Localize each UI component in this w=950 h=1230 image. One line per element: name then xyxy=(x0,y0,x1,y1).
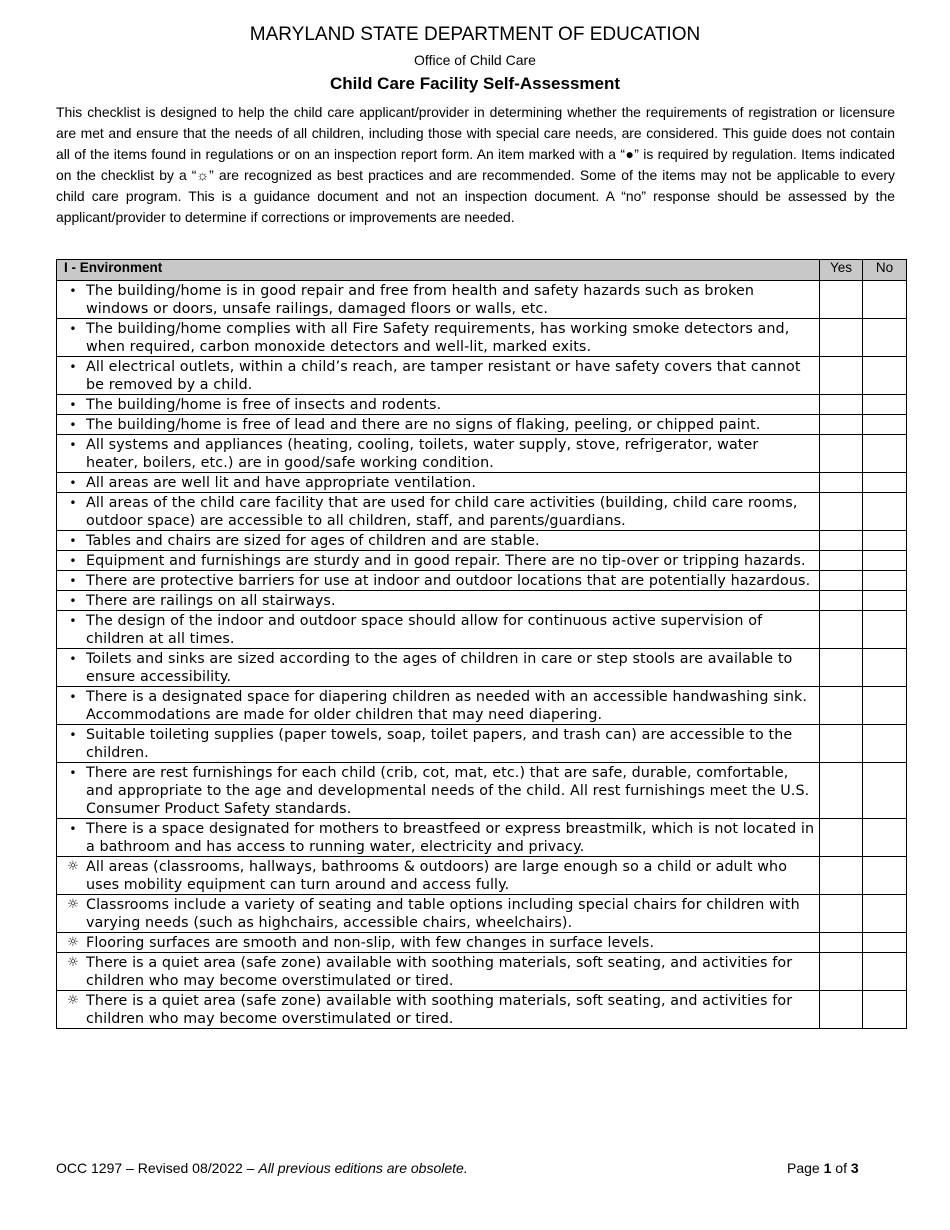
checklist-item xyxy=(57,991,820,1029)
no-checkbox-cell[interactable] xyxy=(863,493,907,531)
checklist-item-text: There is a designated space for diapering children as needed with an accessible handwashing sink. Accommodations are made for older children that may need diapering. xyxy=(86,689,808,723)
required-bullet-icon: • xyxy=(69,690,77,704)
checklist-row xyxy=(57,591,907,611)
checklist-item xyxy=(57,591,820,611)
checklist-item xyxy=(57,319,820,357)
checklist-row xyxy=(57,435,907,473)
no-checkbox-cell[interactable] xyxy=(863,415,907,435)
checklist-item-text: The building/home is free of lead and there are no signs of flaking, peeling, or chipped paint. xyxy=(86,417,761,433)
no-checkbox-cell[interactable] xyxy=(863,991,907,1029)
required-bullet-icon: • xyxy=(69,534,77,548)
required-bullet-icon: • xyxy=(69,614,77,628)
no-checkbox-cell[interactable] xyxy=(863,473,907,493)
page-of: of xyxy=(831,1160,851,1176)
checklist-item-text: There is a quiet area (safe zone) available with soothing materials, soft seating, and activities for children who may become overstimulated or tired. xyxy=(86,993,793,1027)
no-checkbox-cell[interactable] xyxy=(863,281,907,319)
checklist-row xyxy=(57,531,907,551)
yes-checkbox-cell[interactable] xyxy=(820,991,863,1029)
best-practice-icon: ☼ xyxy=(67,897,79,912)
checklist-row xyxy=(57,611,907,649)
required-bullet-icon: • xyxy=(69,554,77,568)
yes-checkbox-cell[interactable] xyxy=(820,953,863,991)
checklist-item xyxy=(57,819,820,857)
section-title: I - Environment xyxy=(57,260,820,281)
checklist-row xyxy=(57,991,907,1029)
checklist-item-text: All electrical outlets, within a child’s reach, are tamper resistant or have safety covers that cannot be removed by a child. xyxy=(86,359,801,393)
yes-checkbox-cell[interactable] xyxy=(820,415,863,435)
checklist-item-text: Classrooms include a variety of seating and table options including special chairs for children with varying needs (such as highchairs, accessible chairs, wheelchairs). xyxy=(86,897,800,931)
checklist-item-text: There are rest furnishings for each child (crib, cot, mat, etc.) that are safe, durable, comfortable, and appropriate to the age and developmental needs of the child. All rest furnishings meet the U.S. Consumer Product Safety standards. xyxy=(86,765,810,817)
best-practice-icon: ☼ xyxy=(67,859,79,874)
no-checkbox-cell[interactable] xyxy=(863,857,907,895)
checklist-row xyxy=(57,281,907,319)
required-bullet-icon: • xyxy=(69,728,77,742)
footer-form-info xyxy=(56,1160,468,1176)
yes-checkbox-cell[interactable] xyxy=(820,819,863,857)
checklist-item xyxy=(57,357,820,395)
document-title: Child Care Facility Self-Assessment xyxy=(329,74,621,93)
checklist-row xyxy=(57,953,907,991)
no-checkbox-cell[interactable] xyxy=(863,763,907,819)
required-bullet-icon: • xyxy=(69,284,77,298)
checklist-item-text: All areas (classrooms, hallways, bathrooms & outdoors) are large enough so a child or adult who uses mobility equipment can turn around and access fully. xyxy=(86,859,788,893)
checklist-row xyxy=(57,357,907,395)
required-bullet-icon: • xyxy=(69,496,77,510)
checklist-item-text: Toilets and sinks are sized according to the ages of children in care or step stools are available to ensure accessibility. xyxy=(86,651,793,685)
checklist-item-text: There is a space designated for mothers to breastfeed or express breastmilk, which is not located in a bathroom and has access to running water, electricity and privacy. xyxy=(86,821,815,855)
page-current: 1 xyxy=(823,1160,832,1176)
checklist-item xyxy=(57,725,820,763)
yes-checkbox-cell[interactable] xyxy=(820,725,863,763)
best-practice-icon: ☼ xyxy=(67,993,79,1008)
yes-checkbox-cell[interactable] xyxy=(820,395,863,415)
form-revision: OCC 1297 – Revised 08/2022 – xyxy=(56,1160,259,1176)
checklist-row xyxy=(57,687,907,725)
checklist-item xyxy=(57,395,820,415)
required-bullet-icon: • xyxy=(69,594,77,608)
checklist-item xyxy=(57,281,820,319)
no-checkbox-cell[interactable] xyxy=(863,531,907,551)
checklist-row xyxy=(57,857,907,895)
no-checkbox-cell[interactable] xyxy=(863,435,907,473)
yes-checkbox-cell[interactable] xyxy=(820,435,863,473)
checklist-header-row xyxy=(57,260,907,281)
no-checkbox-cell[interactable] xyxy=(863,551,907,571)
checklist-item xyxy=(57,933,820,953)
checklist-item xyxy=(57,571,820,591)
checklist-item xyxy=(57,953,820,991)
checklist-item-text: There is a quiet area (safe zone) available with soothing materials, soft seating, and activities for children who may become overstimulated or tired. xyxy=(86,955,793,989)
checklist-row xyxy=(57,551,907,571)
best-practice-icon: ☼ xyxy=(67,935,79,950)
yes-checkbox-cell[interactable] xyxy=(820,281,863,319)
yes-checkbox-cell[interactable] xyxy=(820,895,863,933)
checklist-item-text: Flooring surfaces are smooth and non-slip, with few changes in surface levels. xyxy=(86,935,655,951)
yes-checkbox-cell[interactable] xyxy=(820,857,863,895)
no-checkbox-cell[interactable] xyxy=(863,649,907,687)
required-bullet-icon: • xyxy=(69,822,77,836)
checklist-item xyxy=(57,551,820,571)
checklist-row xyxy=(57,395,907,415)
checklist-item-text: The building/home is in good repair and free from health and safety hazards such as broken windows or doors, unsafe railings, damaged floors or walls, etc. xyxy=(86,283,755,317)
required-bullet-icon: • xyxy=(69,398,77,412)
checklist-item-text: Tables and chairs are sized for ages of children and are stable. xyxy=(86,533,540,549)
checklist-row xyxy=(57,763,907,819)
agency-name: MARYLAND STATE DEPARTMENT OF EDUCATION xyxy=(249,24,701,45)
no-checkbox-cell[interactable] xyxy=(863,571,907,591)
no-checkbox-cell[interactable] xyxy=(863,819,907,857)
checklist-row xyxy=(57,895,907,933)
checklist-item-text: All systems and appliances (heating, cooling, toilets, water supply, stove, refrigerator, water heater, boilers, etc.) are in good/safe working condition. xyxy=(86,437,759,471)
no-column-header: No xyxy=(863,260,907,281)
yes-checkbox-cell[interactable] xyxy=(820,591,863,611)
yes-checkbox-cell[interactable] xyxy=(820,473,863,493)
checklist-item-text: All areas are well lit and have appropriate ventilation. xyxy=(86,475,476,491)
no-checkbox-cell[interactable] xyxy=(863,591,907,611)
required-bullet-icon: • xyxy=(69,766,77,780)
checklist-row xyxy=(57,819,907,857)
no-checkbox-cell[interactable] xyxy=(863,933,907,953)
checklist-item-text: The building/home complies with all Fire Safety requirements, has working smoke detectors and, when required, carbon monoxide detectors and well-lit, marked exits. xyxy=(86,321,790,355)
yes-column-header: Yes xyxy=(820,260,863,281)
checklist-row xyxy=(57,571,907,591)
no-checkbox-cell[interactable] xyxy=(863,895,907,933)
checklist-item xyxy=(57,763,820,819)
required-bullet-icon: • xyxy=(69,574,77,588)
checklist-row xyxy=(57,725,907,763)
page-total: 3 xyxy=(850,1160,859,1176)
checklist-row xyxy=(57,415,907,435)
checklist-row xyxy=(57,319,907,357)
checklist-item-text: Equipment and furnishings are sturdy and in good repair. There are no tip-over or tripping hazards. xyxy=(86,553,806,569)
yes-checkbox-cell[interactable] xyxy=(820,611,863,649)
required-bullet-icon: • xyxy=(69,322,77,336)
environment-checklist xyxy=(56,259,907,1029)
checklist-item-text: The design of the indoor and outdoor space should allow for continuous active supervision of children at all times. xyxy=(86,613,763,647)
yes-checkbox-cell[interactable] xyxy=(820,531,863,551)
best-practice-icon: ☼ xyxy=(67,955,79,970)
checklist-item xyxy=(57,857,820,895)
checklist-item xyxy=(57,415,820,435)
checklist-item xyxy=(57,895,820,933)
required-bullet-icon: • xyxy=(69,476,77,490)
checklist-item xyxy=(57,473,820,493)
obsolete-note: All previous editions are obsolete. xyxy=(258,1160,468,1176)
checklist-item-text: The building/home is free of insects and rodents. xyxy=(86,397,442,413)
yes-checkbox-cell[interactable] xyxy=(820,649,863,687)
yes-checkbox-cell[interactable] xyxy=(820,687,863,725)
yes-checkbox-cell[interactable] xyxy=(820,571,863,591)
page-number xyxy=(787,1160,859,1176)
yes-checkbox-cell[interactable] xyxy=(820,551,863,571)
required-bullet-icon: • xyxy=(69,360,77,374)
intro-paragraph: This checklist is designed to help the child care applicant/provider in determining whether the requirements of registration or licensure are met and ensure that the needs of all children, including those with special care needs, are considered. This guide does not contain all of the items found in regulations or on an inspection report form. An item marked with a “●” is required by regulation. Items indicated on the checklist by a “☼” are recognized as best practices and are recommended. Some of the items may not be applicable to every child care program. This is a guidance document and not an inspection document. A “no” response should be assessed by the applicant/provider to determine if corrections or improvements are needed. xyxy=(56,104,895,225)
checklist-row xyxy=(57,933,907,953)
no-checkbox-cell[interactable] xyxy=(863,319,907,357)
checklist-item xyxy=(57,435,820,473)
yes-checkbox-cell[interactable] xyxy=(820,933,863,953)
checklist-row xyxy=(57,649,907,687)
no-checkbox-cell[interactable] xyxy=(863,953,907,991)
required-bullet-icon: • xyxy=(69,438,77,452)
checklist-row xyxy=(57,493,907,531)
yes-checkbox-cell[interactable] xyxy=(820,493,863,531)
checklist-item xyxy=(57,493,820,531)
page-prefix: Page xyxy=(787,1160,824,1176)
checklist-item xyxy=(57,687,820,725)
no-checkbox-cell[interactable] xyxy=(863,611,907,649)
checklist-item-text: Suitable toileting supplies (paper towels, soap, toilet papers, and trash can) are accessible to the children. xyxy=(86,727,793,761)
no-checkbox-cell[interactable] xyxy=(863,725,907,763)
yes-checkbox-cell[interactable] xyxy=(820,763,863,819)
office-name: Office of Child Care xyxy=(414,52,536,68)
checklist-item xyxy=(57,649,820,687)
checklist-item-text: All areas of the child care facility that are used for child care activities (building, child care rooms, outdoor space) are accessible to all children, staff, and parents/guardians. xyxy=(86,495,798,529)
no-checkbox-cell[interactable] xyxy=(863,687,907,725)
checklist-item xyxy=(57,611,820,649)
no-checkbox-cell[interactable] xyxy=(863,395,907,415)
yes-checkbox-cell[interactable] xyxy=(820,319,863,357)
no-checkbox-cell[interactable] xyxy=(863,357,907,395)
yes-checkbox-cell[interactable] xyxy=(820,357,863,395)
required-bullet-icon: • xyxy=(69,418,77,432)
checklist-row xyxy=(57,473,907,493)
checklist-item xyxy=(57,531,820,551)
checklist-item-text: There are railings on all stairways. xyxy=(86,593,336,609)
checklist-item-text: There are protective barriers for use at indoor and outdoor locations that are potentially hazardous. xyxy=(86,573,811,589)
required-bullet-icon: • xyxy=(69,652,77,666)
